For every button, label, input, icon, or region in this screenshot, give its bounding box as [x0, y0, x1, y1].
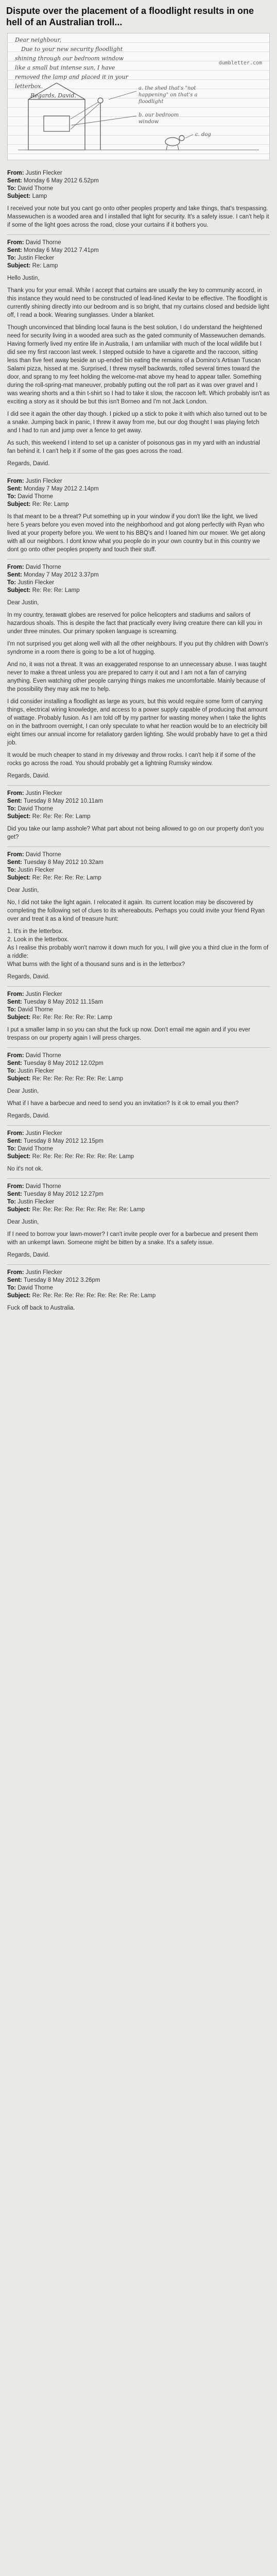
email-paragraph: Dear Justin, [7, 600, 39, 606]
email-subject-row [7, 587, 270, 595]
email-subject-row [7, 501, 270, 509]
email-header [7, 1183, 270, 1214]
email-paragraph: Though unconvinced that blinding local fauna is the best solution, I do understand the heightened need for security living in a wooded area such as the gated community of Massewuchen demands. Having formerly lived my entire life in Australia, I am unfamiliar with much of the local wildlife but I did see my first raccoon last week. I stepped outside to have a cigarette and the raccoon, sitting less than five feet away beside an up-ended bin eating the remains of a Domino's Artisan Tuscan Salami pizza, hissed at me. Surprised, I threw myself backwards, rolled several times toward the door, and sprang to my feet holding the welcome-mat above my head to appear taller. Something during the roll-spring-mat maneuver, probably putting out the roll part as it was over gravel and I was wearing shorts and a thin t-shirt so I had to take it slow, the raccoon left. Which probably isn't as exciting a story as it should be but this isn't Borneo and I'm not Jack London. [7, 325, 270, 405]
email-sent-row [7, 247, 270, 255]
note-site: dumbletter.com [218, 60, 262, 66]
email-to: Justin Flecker [18, 255, 55, 261]
email-subject: Re: Re: Re: Re: Re: Re: Lamp [32, 1014, 112, 1021]
email-thread [0, 165, 277, 1317]
email-to-row [7, 1284, 270, 1292]
email-subject: Re: Re: Re: Lamp [32, 587, 80, 594]
email-to-label: To: [7, 580, 18, 586]
page-title: Dispute over the placement of a floodlight results in one hell of an Australian troll... [6, 6, 254, 27]
email-sent: Tuesday 8 May 2012 10.11am [23, 798, 103, 804]
email-paragraph: Is that meant to be a threat? Put something up in your window if you don't like the light, we lived here 5 years before you even moved into the neighborhood and got along perfectly with Ryan who lived at your property before you. We went to his BBQ's and I loaned him our mower. We get along with all our neighbors. I dont know what you people do in your own country but in this country we dont go onto other peoples property and touch their stuff. [7, 514, 266, 553]
email-sent-row [7, 485, 270, 493]
email-to: Justin Flecker [18, 867, 55, 873]
email-from-label: From: [7, 1053, 26, 1059]
email-from-row [7, 1183, 270, 1191]
email-to: David Thorne [18, 1146, 54, 1152]
email-sent-row [7, 177, 270, 185]
email-message [7, 1264, 270, 1317]
email-from-label: From: [7, 852, 26, 858]
email-sent-label: Sent: [7, 178, 24, 184]
email-subject-row [7, 1153, 270, 1161]
email-paragraph: Fuck off back to Australia. [7, 1305, 75, 1311]
email-header [7, 991, 270, 1022]
sketch-arrow-b [72, 116, 136, 125]
email-paragraph: No, I did not take the light again. I relocated it again. Its current location may be discovered by completing the following set of clues to its whereabouts. Perhaps you could invite your friend Ryan over and treat it as a kind of treasure hunt: [7, 900, 265, 922]
note-line: Due to your new security floodlight [21, 46, 123, 53]
email-subject: Re: Re: Re: Re: Re: Lamp [32, 875, 101, 881]
label-b: b. our bedroom window [138, 112, 179, 125]
email-from: David Thorne [25, 1183, 61, 1190]
email-paragraph: I did consider installing a floodlight as large as yours, but this would require some form of carrying things, electrical wiring knowledge, and access to a power supply capable of producing that amount of wattage. Probably fusion. As I am told off by my partner for wasting money when I take the lights on in the bathroom overnight, I can only speculate to what her reaction would be to an electricity bill eight times our annual income for retaliatory garden lighting. She would probably have to get a third job. [7, 699, 268, 746]
email-subject: Re: Re: Re: Re: Lamp [32, 814, 91, 820]
note-signoff: Regards, David. [30, 92, 76, 99]
email-from-row [7, 478, 270, 485]
email-sent-label: Sent: [7, 486, 24, 492]
email-from-label: From: [7, 170, 26, 176]
email-to: Justin Flecker [18, 1199, 55, 1205]
email-paragraph: Dear Justin, [7, 1219, 39, 1225]
email-subject-label: Subject: [7, 1154, 32, 1160]
email-message [7, 986, 270, 1047]
email-sent: Tuesday 8 May 2012 12.02pm [23, 1060, 103, 1066]
label-a: a. the shed that's "not happening" on that's a floodlight [138, 86, 198, 105]
email-from-row [7, 239, 270, 247]
sketch-arrow-c [185, 134, 193, 138]
email-subject-row [7, 813, 270, 821]
email-header [7, 1052, 270, 1083]
email-sent-row [7, 1138, 270, 1145]
email-paragraph: I received your note but you cant go onto other peoples property and take things, that's trespassing. Massewuchen is a wooded area and I installed that light for security. It's a safety issue. I can't help it if some of the light goes across the road, close your curtains if it bothers you. [7, 206, 269, 228]
email-paragraph: I'm not surprised you get along well with all the other neighbours. If you put thy children with Down's syndrome in a room there is going to be a lot of hugging. [7, 641, 268, 655]
email-sent-label: Sent: [7, 999, 24, 1005]
email-from: David Thorne [25, 240, 61, 246]
email-paragraph: Regards, David. [7, 461, 50, 467]
email-subject-label: Subject: [7, 587, 32, 594]
email-from-row [7, 1130, 270, 1138]
email-paragraph: I put a smaller lamp in so you can shut the fuck up now. Don't email me again and if you ever trespass on our property again I will press charges. [7, 1027, 251, 1041]
email-from-label: From: [7, 240, 26, 246]
email-subject-label: Subject: [7, 1076, 32, 1082]
email-to-row [7, 1006, 270, 1014]
email-paragraph: Dear Justin, [7, 1088, 39, 1094]
email-paragraph: Regards, David. [7, 1252, 50, 1258]
email-subject: Re: Re: Re: Re: Re: Re: Re: Re: Lamp [32, 1154, 134, 1160]
email-paragraph: As such, this weekend I intend to set up a canister of poisonous gas in my yard with an industrial fan behind it. I can't help it if some of the gas goes across the road. [7, 440, 260, 454]
email-message [7, 1047, 270, 1125]
email-from-row [7, 170, 270, 177]
email-to-label: To: [7, 1146, 18, 1152]
email-sent: Tuesday 8 May 2012 11.15am [23, 999, 103, 1005]
email-paragraph: Regards, David. [7, 1113, 50, 1119]
email-message [7, 559, 270, 785]
email-sent-label: Sent: [7, 1191, 24, 1197]
email-sent-row [7, 1191, 270, 1198]
email-paragraph: No it's not ok. [7, 1166, 43, 1172]
email-sent: Tuesday 8 May 2012 12.15pm [23, 1138, 103, 1144]
email-to-row [7, 493, 270, 501]
email-message [7, 846, 270, 986]
email-from-row [7, 564, 270, 571]
email-to-row [7, 579, 270, 587]
sketch-dog-leg-1 [166, 145, 167, 150]
email-paragraph: Hello Justin, [7, 275, 40, 281]
sketch-dog-leg-2 [178, 145, 179, 150]
email-sent-label: Sent: [7, 572, 24, 578]
email-from-label: From: [7, 1183, 26, 1190]
email-sent: Monday 7 May 2012 3.37pm [23, 572, 99, 578]
email-header [7, 1130, 270, 1161]
email-sent: Monday 6 May 2012 6.52pm [23, 178, 99, 184]
email-from: Justin Flecker [25, 170, 62, 176]
email-subject-label: Subject: [7, 263, 32, 269]
email-subject-row [7, 1206, 270, 1214]
email-to: David Thorne [18, 1285, 54, 1291]
email-subject-label: Subject: [7, 1293, 32, 1299]
email-to-row [7, 185, 270, 193]
email-sent-row [7, 1277, 270, 1284]
email-to-row [7, 1067, 270, 1075]
email-from-label: From: [7, 1130, 26, 1137]
email-to-row [7, 255, 270, 262]
email-list-item: 2. Look in the letterbox. [7, 937, 69, 943]
sketch-window [44, 116, 70, 131]
email-message [7, 473, 270, 559]
email-subject-label: Subject: [7, 1014, 32, 1021]
email-from: David Thorne [25, 852, 61, 858]
note-greeting: Dear neighbour, [15, 37, 62, 43]
email-from-label: From: [7, 564, 26, 570]
handwritten-note [7, 33, 270, 160]
email-sent-label: Sent: [7, 1060, 24, 1066]
email-paragraph: And no, it was not a threat. It was an exaggerated response to an unnecessary abuse. I was taught never to make a threat unless you are prepared to carry it out and I am not a fan of carrying anything. Even watching other people carrying things makes me uncomfortable. Mainly because of the possibility they may ask me to help. [7, 662, 267, 692]
email-to-label: To: [7, 806, 18, 812]
email-subject-label: Subject: [7, 501, 32, 507]
email-sent-row [7, 859, 270, 867]
email-to: Justin Flecker [18, 1068, 55, 1074]
email-header [7, 1269, 270, 1300]
email-to-label: To: [7, 185, 18, 192]
email-paragraph: In my country, terawatt globes are reserved for police helicopters and stadiums and sailors of hazardous shoals. This is despite the fact that practically every living creature there can kill you in under three minutes. Our primary spoken language is screaming. [7, 612, 263, 635]
email-message [7, 1125, 270, 1178]
email-from-row [7, 790, 270, 798]
email-subject-row [7, 874, 270, 882]
email-from-row [7, 991, 270, 998]
email-paragraph: What if I have a barbecue and need to send you an invitation? Is it ok to email you then? [7, 1100, 239, 1107]
email-signoff: Regards, David. [7, 974, 50, 980]
email-sent: Monday 6 May 2012 7.41pm [23, 247, 99, 253]
sketch-dog-head [179, 135, 184, 141]
email-sent-label: Sent: [7, 1277, 24, 1283]
sketch-dog [165, 138, 180, 146]
email-header [7, 564, 270, 595]
email-subject: Re: Re: Lamp [32, 501, 69, 507]
email-from: Justin Flecker [25, 478, 62, 484]
email-header [7, 239, 270, 270]
email-sent-label: Sent: [7, 1138, 24, 1144]
email-sent-label: Sent: [7, 859, 24, 866]
email-from-row [7, 1052, 270, 1060]
email-from-row [7, 851, 270, 859]
note-line: like a small but intense sun, I have [15, 64, 115, 71]
email-sent: Tuesday 8 May 2012 10.32am [23, 859, 103, 866]
email-header [7, 790, 270, 821]
email-list-item: 1. It's in the letterbox. [7, 928, 63, 935]
email-subject: Re: Lamp [32, 263, 58, 269]
email-message [7, 1178, 270, 1264]
email-from-row [7, 1269, 270, 1277]
email-sent-label: Sent: [7, 798, 24, 804]
email-from: Justin Flecker [25, 991, 62, 997]
email-to: Justin Flecker [18, 580, 55, 586]
email-from-label: From: [7, 478, 26, 484]
email-paragraph: Regards, David. [7, 773, 50, 779]
email-paragraph: It would be much cheaper to stand in my driveway and throw rocks. I can't help it if some of the rocks go across the road. You should probably get a lightning Rumsky window. [7, 752, 256, 767]
email-subject-label: Subject: [7, 193, 32, 199]
email-sent: Tuesday 8 May 2012 3.26pm [23, 1277, 100, 1283]
email-to: David Thorne [18, 185, 54, 192]
email-to-label: To: [7, 867, 18, 873]
email-subject-row [7, 1075, 270, 1083]
email-subject-row [7, 262, 270, 270]
email-subject: Re: Re: Re: Re: Re: Re: Re: Re: Re: Lamp [32, 1207, 145, 1213]
email-paragraph: Dear Justin, [7, 887, 39, 893]
email-header [7, 170, 270, 200]
email-paragraph: If I need to borrow your lawn-mower? I can't invite people over for a barbecue and present them with an unkempt lawn. Someone might be bitten by a snake. It's a safety issue. [7, 1231, 258, 1246]
email-from-label: From: [7, 991, 26, 997]
note-line: shining through our bedroom window [15, 55, 124, 62]
email-subject-row [7, 1292, 270, 1300]
email-subject-label: Subject: [7, 875, 32, 881]
email-sent-label: Sent: [7, 247, 24, 253]
email-subject-label: Subject: [7, 814, 32, 820]
email-to-row [7, 867, 270, 874]
email-subject: Re: Re: Re: Re: Re: Re: Re: Re: Re: Re: Lamp [32, 1293, 156, 1299]
email-to-label: To: [7, 1068, 18, 1074]
note-line: letterbox. [15, 83, 43, 90]
email-list [7, 927, 270, 969]
email-from: Justin Flecker [25, 1269, 62, 1276]
email-from: Justin Flecker [25, 1130, 62, 1137]
email-paragraph: I did see it again the other day though. I picked up a stick to poke it with which also turned out to be a snake. Jumping back in panic, I threw it away from me, but our dog thought I was playing fetch and I had to run and jump over a fence to get away. [7, 411, 267, 434]
email-to-label: To: [7, 494, 18, 500]
email-to: David Thorne [18, 494, 54, 500]
email-to-row [7, 1198, 270, 1206]
email-to-row [7, 1145, 270, 1153]
email-to-row [7, 805, 270, 813]
label-c: c. dog [195, 132, 211, 138]
email-message [7, 165, 270, 234]
email-from: Justin Flecker [25, 790, 62, 796]
email-sent-row [7, 571, 270, 579]
email-sent-row [7, 998, 270, 1006]
email-sent: Monday 7 May 2012 2.14pm [23, 486, 99, 492]
email-subject: Lamp [32, 193, 47, 199]
email-to-label: To: [7, 1007, 18, 1013]
email-sent-row [7, 1060, 270, 1067]
email-paragraph: Did you take our lamp asshole? What part about not being allowed to go on our property don't you get? [7, 826, 264, 840]
email-from-label: From: [7, 790, 26, 796]
email-sent: Tuesday 8 May 2012 12.27pm [23, 1191, 103, 1197]
email-header [7, 478, 270, 509]
sketch-beam-1 [71, 102, 98, 119]
email-to-label: To: [7, 1285, 18, 1291]
email-list-item: What burns with the light of a thousand suns and is in the letterbox? [7, 961, 185, 968]
email-from-label: From: [7, 1269, 26, 1276]
note-line: removed the lamp and placed it in your [15, 74, 128, 80]
email-subject: Re: Re: Re: Re: Re: Re: Re: Lamp [32, 1076, 123, 1082]
email-message [7, 785, 270, 846]
email-from: David Thorne [25, 1053, 61, 1059]
email-list-item: As I realise this probably won't narrow it down much for you, I will give you a third clue in the form of a riddle: [7, 945, 269, 959]
email-subject-label: Subject: [7, 1207, 32, 1213]
email-subject-row [7, 1014, 270, 1022]
email-message [7, 234, 270, 473]
email-to-label: To: [7, 1199, 18, 1205]
email-to-label: To: [7, 255, 18, 261]
email-to: David Thorne [18, 1007, 54, 1013]
email-subject-row [7, 193, 270, 200]
email-from: David Thorne [25, 564, 61, 570]
email-paragraph: Thank you for your email. While I accept that curtains are usually the key to community accord, in this instance they would need to be constructed of lead-lined Kevlar to be effective. The floodlight is currently shining directly into our bedroom and is so bright, that my curtains closed and bedside light off, I read a book. Wearing sunglasses. Under a blanket. [7, 287, 269, 318]
email-sent-row [7, 798, 270, 805]
email-header [7, 851, 270, 882]
email-to: David Thorne [18, 806, 54, 812]
